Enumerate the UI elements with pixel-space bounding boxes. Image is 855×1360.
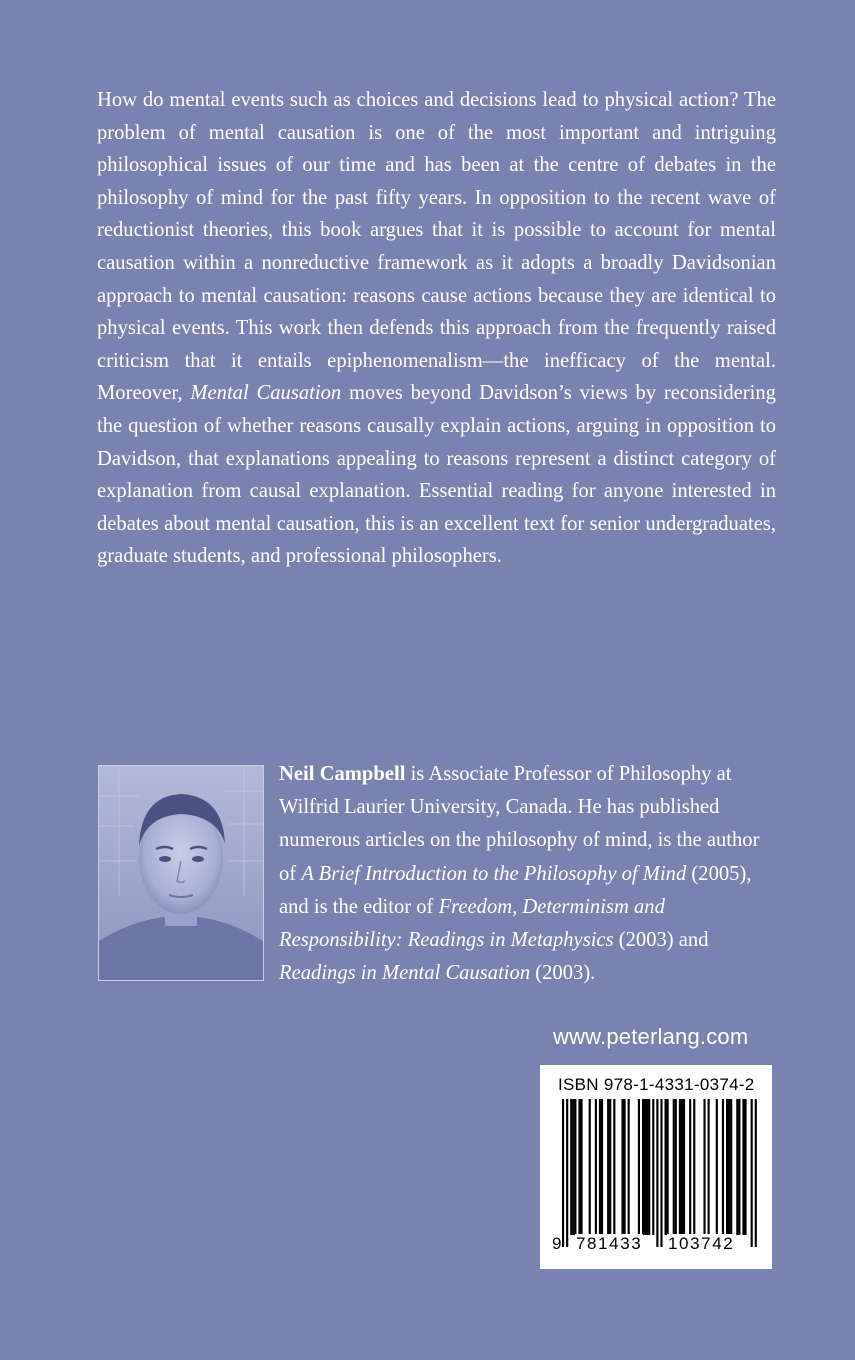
barcode-bar (656, 1099, 658, 1247)
barcode-bar (580, 1099, 582, 1235)
bio-book-title-2: Freedom, Determinism and Responsibility: Readings in Metaphysics (279, 895, 665, 952)
barcode-bar (624, 1099, 626, 1235)
barcode-bar (574, 1099, 576, 1235)
barcode-bar (570, 1099, 572, 1235)
barcode-bar (730, 1099, 732, 1235)
barcode-digits-right: 103742 (668, 1234, 735, 1253)
barcode-bar (716, 1099, 718, 1235)
bio-text-4: (2003). (530, 962, 596, 985)
barcode-bar (693, 1099, 695, 1235)
barcode-bar (595, 1099, 597, 1235)
barcode-bar (755, 1099, 757, 1247)
barcode-bar (679, 1099, 681, 1235)
barcode-bar (681, 1099, 683, 1235)
barcode-bar (742, 1099, 744, 1235)
bio-text-2: (2005), and is the editor of (279, 862, 752, 918)
barcode-bar (601, 1099, 603, 1235)
barcode-bar (572, 1099, 574, 1235)
isbn-label: ISBN 978-1-4331-0374-2 (558, 1075, 755, 1094)
barcode-bar (589, 1099, 591, 1235)
barcode-bar (599, 1099, 601, 1235)
barcode-bar (744, 1099, 746, 1235)
barcode-bar (628, 1099, 630, 1235)
barcode-digit-first: 9 (552, 1234, 562, 1253)
barcode-bar (642, 1099, 644, 1235)
barcode-bar (708, 1099, 710, 1235)
barcode-bar (648, 1099, 650, 1235)
barcode-bar (578, 1099, 580, 1235)
barcode-digits-left: 781433 (576, 1234, 643, 1253)
blurb-text-2: moves beyond Davidson’s views by reconsidering the question of whether reasons causally explain actions, arguing in opposition to Davidson, that explanations appealing to reasons represent a distinct category of explanation from causal explanation. Essential reading for anyone interested in debates about mental causation, this is an excellent text for senior undergraduates, graduate students, and professional philosophers. (97, 382, 776, 568)
author-photo (98, 765, 264, 981)
blurb-text-1: How do mental events such as choices and decisions lead to physical action? The problem of mental causation is one of the most important and intriguing philosophical issues of our time and has been at the centre of debates in the philosophy of mind for the past fifty years. In opposition to the recent wave of reductionist theories, this book argues that it is possible to account for mental causation within a nonreductive framework as it adopts a broadly Davidsonian approach to mental causation: reasons cause actions because they are identical to physical events. This work then defends this approach from the frequently raised criticism that it entails epiphenomenalism—the inefficacy of the mental. Moreover, (97, 89, 776, 405)
author-portrait-image (99, 766, 263, 980)
barcode-bar (660, 1099, 662, 1247)
publisher-website: www.peterlang.com (553, 1024, 749, 1049)
bio-book-title-3: Readings in Mental Causation (279, 962, 531, 985)
barcode-bar (638, 1099, 640, 1235)
barcode-bar (665, 1099, 667, 1235)
barcode-bar (722, 1099, 724, 1235)
blurb-paragraph (97, 84, 776, 573)
author-name: Neil Campbell (279, 763, 406, 785)
bio-book-title-1: A Brief Introduction to the Philosophy of Mind (301, 862, 687, 885)
blurb-book-title: Mental Causation (190, 382, 342, 405)
barcode-bar (644, 1099, 646, 1235)
barcode-bar (683, 1099, 685, 1235)
author-bio (279, 758, 778, 990)
barcode-bar (613, 1099, 615, 1235)
barcode-bar (621, 1099, 623, 1235)
barcode-bar (738, 1099, 740, 1235)
barcode-bar (736, 1099, 738, 1235)
barcode-bar (673, 1099, 675, 1235)
barcode-bar (609, 1099, 611, 1235)
bio-text-1: is Associate Professor of Philosophy at Wilfrid Laurier University, Canada. He has published numerous articles on the philosophy of mind, is the author of (279, 763, 760, 885)
barcode-bar (703, 1099, 705, 1235)
barcode-bar (562, 1099, 564, 1247)
barcode-bar (646, 1099, 648, 1235)
barcode-bar (566, 1099, 568, 1247)
barcode-bar (728, 1099, 730, 1235)
barcode-bar (607, 1099, 609, 1235)
barcode-bar (689, 1099, 691, 1235)
barcode-bar (667, 1099, 669, 1235)
isbn-barcode (540, 1065, 772, 1269)
barcode-bar (751, 1099, 753, 1247)
barcode-bar (675, 1099, 677, 1235)
bio-text-3: (2003) and (613, 929, 709, 952)
barcode-bar (652, 1099, 654, 1235)
barcode-bar (726, 1099, 728, 1235)
